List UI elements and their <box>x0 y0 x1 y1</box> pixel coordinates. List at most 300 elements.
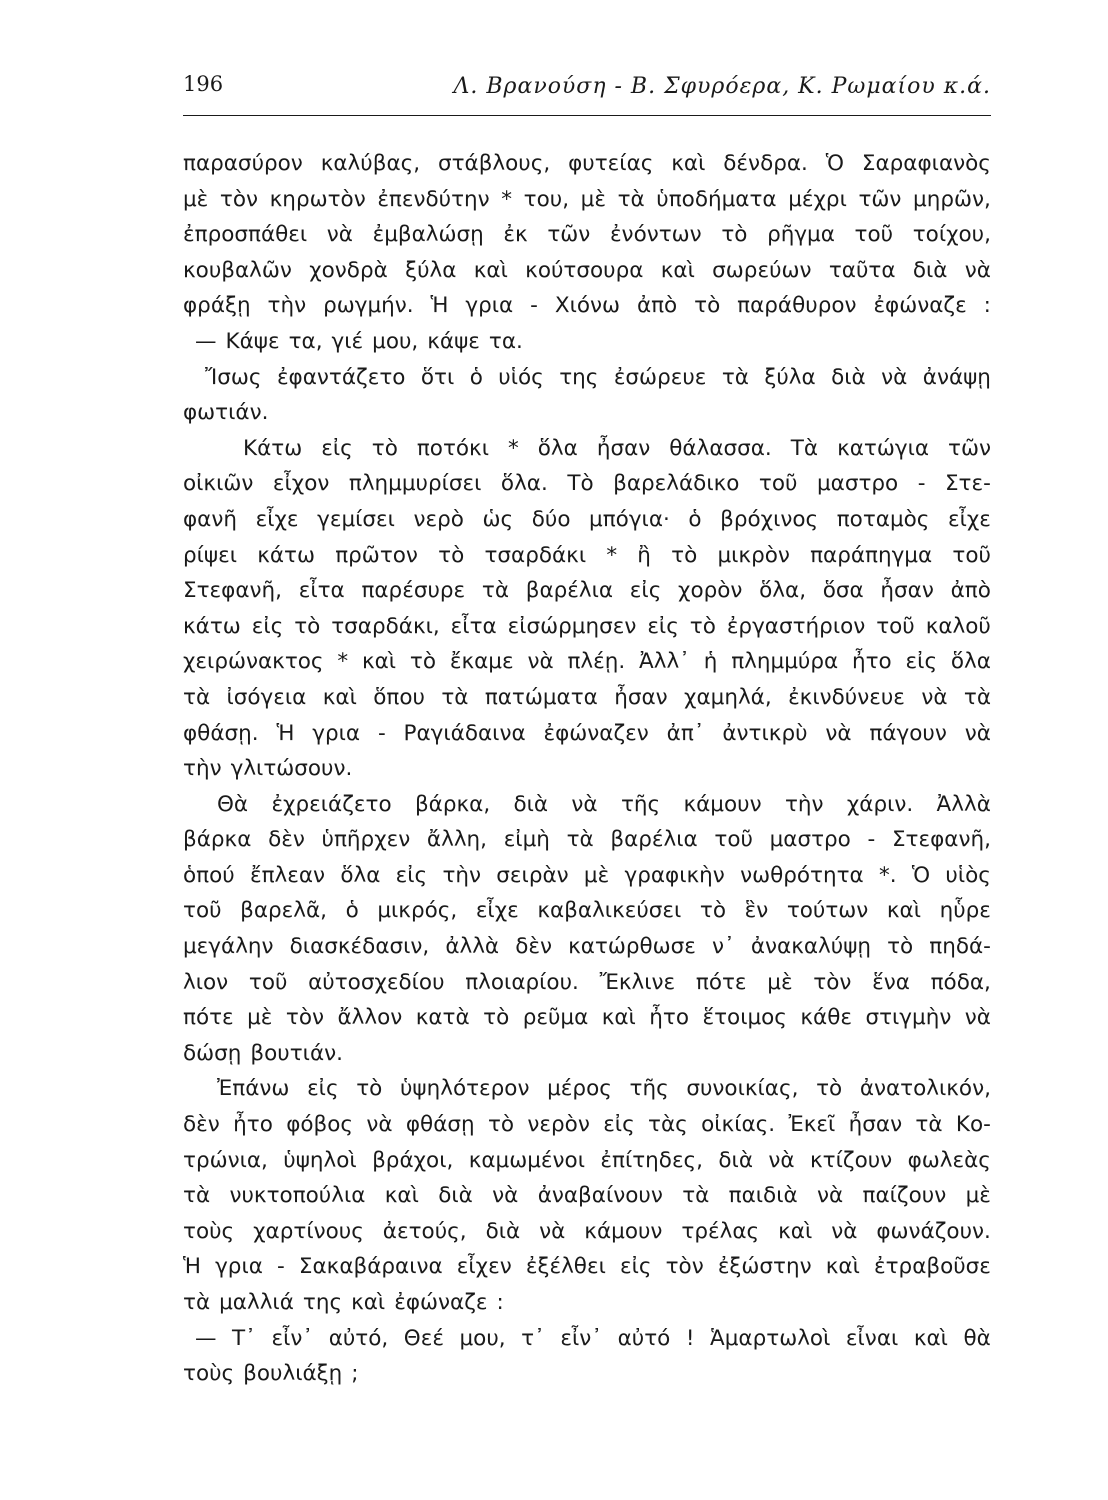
word: ὁπού <box>183 862 235 888</box>
word: καὶ <box>473 257 508 283</box>
word: τοὺς <box>183 1218 235 1244</box>
word: ἐκινδύνευε <box>788 684 905 710</box>
text-line <box>183 822 991 858</box>
word: Τ᾽ <box>232 1325 256 1351</box>
text-line <box>183 1249 991 1285</box>
word: ἢ <box>637 542 651 568</box>
text-line <box>183 502 991 538</box>
word: εἰς <box>251 613 284 639</box>
word: ἐκ <box>503 222 528 248</box>
word: τὰ <box>566 827 594 853</box>
word: Σαραφιανὸς <box>861 151 991 176</box>
word: - <box>277 1254 285 1280</box>
word: φθάσῃ. <box>183 720 259 746</box>
word: χαρτίνους <box>253 1218 364 1244</box>
word: ὁ <box>469 364 483 390</box>
word: ἐξέλθει <box>525 1254 606 1280</box>
word: διὰ <box>831 364 866 390</box>
word: κουβαλῶν <box>183 257 292 283</box>
word: Στεφανῆ, <box>891 827 991 853</box>
word: ἐπενδύτην <box>377 186 490 212</box>
word: Χιόνω <box>554 293 621 319</box>
word: τοῦ <box>952 542 991 568</box>
word: ρίψει <box>183 542 238 568</box>
word: εἰς <box>619 1254 652 1280</box>
word: βουτιάν. <box>250 1040 343 1066</box>
word: νὰ <box>527 649 554 675</box>
word: μηρῶν, <box>913 186 991 212</box>
word: νὰ <box>881 364 908 390</box>
word: τοῦ <box>248 969 288 995</box>
word: νὰ <box>571 791 598 817</box>
word: ἐσώρευε <box>613 364 707 390</box>
word: εἰς <box>905 649 938 675</box>
word: τὸ <box>699 898 727 924</box>
word: μαστρο <box>769 827 851 853</box>
word: καμωμένοι <box>468 1147 585 1173</box>
word: τ᾽ <box>521 1325 545 1351</box>
word: ἄλλον <box>337 1005 403 1031</box>
word: τοῦ <box>183 898 222 924</box>
word: μεγάλην <box>183 934 274 960</box>
word: Ὁ <box>911 862 931 888</box>
word: νωθρότητα <box>740 862 864 888</box>
word: καβαλικεύσει <box>537 898 682 924</box>
word: τὴν <box>183 756 222 782</box>
word: γρια <box>215 1254 263 1280</box>
word: Σακαβάραινα <box>298 1254 443 1280</box>
text-line <box>183 1036 991 1072</box>
word: νὰ <box>964 257 991 283</box>
word: χορὸν <box>678 578 743 604</box>
word: τα, <box>288 328 323 354</box>
word: ρωγμήν. <box>323 293 414 319</box>
word: καλοῦ <box>925 613 991 639</box>
word: ἐχρειάζετο <box>271 791 392 817</box>
word: ὅλα <box>340 862 381 888</box>
word: τὰ <box>183 1290 211 1315</box>
word: δώσῃ <box>183 1040 242 1066</box>
word: εἶχε <box>475 898 519 924</box>
word: βουλιάξῃ <box>243 1361 343 1387</box>
word: τὸ <box>721 222 748 248</box>
word: τὰ <box>617 186 645 212</box>
word: ποταμὸς <box>836 506 930 532</box>
word: τὰ <box>183 684 211 710</box>
word: ἐπίτηδες, <box>600 1147 704 1173</box>
word: Ἐπάνω <box>217 1076 290 1102</box>
text-line <box>183 360 991 396</box>
word: Ἀλλ᾽ <box>639 649 690 675</box>
word: ἀπὸ <box>636 293 678 319</box>
text-line <box>183 644 991 680</box>
text-line <box>183 1285 991 1321</box>
word: τα. <box>488 328 523 354</box>
word: Θεέ <box>403 1325 444 1351</box>
word: * <box>606 542 618 568</box>
word: ἐργαστήριον <box>726 613 866 639</box>
word: τὸ <box>483 1005 510 1031</box>
word: ἀπὸ <box>950 578 991 604</box>
word: παράθυρον <box>737 293 857 319</box>
word: λιον <box>183 969 229 995</box>
word: του, <box>523 186 570 212</box>
word: ποτόκι <box>416 435 490 461</box>
word: κάμουν <box>683 791 762 817</box>
word: ἦτο <box>233 1112 273 1138</box>
text-line <box>183 146 991 182</box>
word: ἀνατολικόν, <box>859 1076 991 1102</box>
word: τὸν <box>813 969 852 995</box>
word: χάριν. <box>846 791 914 817</box>
word: παράπηγμα <box>810 542 933 568</box>
word: Τὸ <box>567 471 594 497</box>
word: καὶ <box>671 151 706 176</box>
word: τὸν <box>665 1254 704 1280</box>
word: κάθε <box>800 1005 852 1031</box>
text-line <box>183 1143 991 1179</box>
word: ἡ <box>703 649 718 675</box>
word: εἰς <box>647 613 679 639</box>
word: τὰς <box>648 1112 688 1138</box>
word: * <box>337 649 349 675</box>
word: διὰ <box>718 1147 754 1173</box>
word: Κάψε <box>225 328 280 354</box>
word: φωλεὰς <box>907 1147 991 1173</box>
running-head: Λ. Βρανούση - Β. Σφυρόερα, Κ. Ρωμαίου κ.ά. <box>453 74 991 99</box>
word: καὶ <box>778 1218 813 1244</box>
word: αὐτό <box>617 1325 671 1351</box>
word: εἰς <box>603 1112 635 1138</box>
word: γρια <box>465 293 514 319</box>
word: μαστρο <box>816 471 899 497</box>
word: στάβλους, <box>437 151 551 176</box>
word: πρῶτον <box>335 542 418 568</box>
word: ὅτι <box>420 364 455 390</box>
word: τὸ <box>816 1076 843 1102</box>
word: κάμουν <box>584 1218 663 1244</box>
word: — <box>195 328 217 354</box>
word: τὴν <box>267 293 307 319</box>
word: υἱὸς <box>945 862 991 888</box>
word: τὸ <box>689 613 716 639</box>
word: τοῦ <box>714 827 753 853</box>
word: μὲ <box>580 186 606 212</box>
word: : <box>496 1290 504 1315</box>
word: μέχρι <box>788 186 847 212</box>
word: τὸ <box>371 435 398 461</box>
word: καὶ <box>660 257 695 283</box>
word: δὲν <box>515 934 552 960</box>
word: ἀντικρὺ <box>722 720 808 746</box>
word: βάρκα <box>183 827 252 853</box>
word: κατώγια <box>837 435 930 461</box>
word: τοῦ <box>758 471 798 497</box>
body-text <box>183 146 991 1392</box>
word: μὲ <box>767 969 793 995</box>
word: μέρος <box>547 1076 612 1102</box>
text-line <box>183 751 991 787</box>
page-header <box>183 68 991 108</box>
word: ἐφώναζεν <box>543 720 649 746</box>
text-line <box>183 288 991 324</box>
word: εἰς <box>629 578 662 604</box>
word: νὰ <box>921 684 948 710</box>
word: Στε- <box>944 471 991 497</box>
word: γλιτώσουν. <box>230 756 353 782</box>
word: βρόχινος <box>720 506 819 532</box>
text-line <box>183 716 991 752</box>
word: Ἴσως <box>205 364 262 390</box>
word: νὰ <box>825 720 852 746</box>
word: τὸ <box>356 1076 383 1102</box>
word: σειρὰν <box>496 862 569 888</box>
word: καὶ <box>825 1254 860 1280</box>
text-line <box>183 324 991 360</box>
text-line <box>183 1071 991 1107</box>
word: εἶναι <box>845 1325 899 1351</box>
word: παίζουν <box>862 1183 947 1209</box>
word: σωρεύων <box>712 257 812 283</box>
word: στιγμὴν <box>865 1005 952 1031</box>
word: μου, <box>459 1325 506 1351</box>
page-number: 196 <box>183 72 224 96</box>
text-line <box>183 929 991 965</box>
word: διασκέδασιν, <box>289 934 430 960</box>
word: βαρέλια <box>610 827 698 853</box>
word: μικρὸν <box>717 542 790 568</box>
word: τρώνια, <box>183 1147 268 1173</box>
word: - <box>530 293 538 319</box>
word: Ἡ <box>276 720 295 746</box>
word: Ὁ <box>825 151 845 176</box>
word: *. <box>879 862 897 888</box>
word: ἐπροσπάθει <box>183 222 308 248</box>
word: νὰ <box>831 1218 858 1244</box>
word: πόδα, <box>930 969 991 995</box>
word: αὐτό, <box>328 1325 389 1351</box>
word: παιδιὰ <box>728 1183 798 1209</box>
word: ἦσαν <box>880 578 934 604</box>
word: τῆς <box>629 1076 669 1102</box>
word: της <box>302 1290 343 1315</box>
word: πλημμυρίσει <box>348 471 482 497</box>
word: — <box>195 1325 217 1351</box>
word: τὸν <box>219 186 259 212</box>
word: ἐνόντων <box>609 222 702 248</box>
word: ἔκαμε <box>449 649 514 675</box>
word: ὁ <box>688 506 702 532</box>
word: - <box>867 827 876 853</box>
word: ρῆγμα <box>767 222 835 248</box>
word: ὁ <box>345 898 359 924</box>
word: τοὺς <box>183 1361 235 1387</box>
word: τοίχου, <box>912 222 991 248</box>
word: βαρελᾶ, <box>240 898 328 924</box>
word: ἀετούς, <box>382 1218 467 1244</box>
word: υἱός <box>498 364 544 390</box>
word: χαμηλά, <box>684 684 772 710</box>
word: ταῦτα <box>828 257 896 283</box>
word: ὅλα <box>950 649 991 675</box>
word: θὰ <box>963 1325 991 1351</box>
word: φθάσῃ <box>405 1112 475 1138</box>
word: βράχοι, <box>372 1147 454 1173</box>
word: εἶν᾽ <box>560 1325 603 1351</box>
word: χονδρὰ <box>309 257 388 283</box>
word: καὶ <box>913 1325 948 1351</box>
text-line <box>183 1321 991 1357</box>
word: ν᾽ <box>712 934 735 960</box>
word: βάρκα, <box>414 791 491 817</box>
word: εἶχε <box>255 506 299 532</box>
word: τὸ <box>671 542 698 568</box>
word: Ἡ <box>183 1254 201 1280</box>
word: εἶχε <box>947 506 991 532</box>
word: ἐτραβοῦσε <box>873 1254 991 1280</box>
word: νὰ <box>768 1147 795 1173</box>
word: ἰσόγεια <box>226 684 307 710</box>
word: οἰκιῶν <box>183 471 254 497</box>
word: πάγουν <box>869 720 947 746</box>
word: : <box>983 293 991 319</box>
word: Τὰ <box>790 435 819 461</box>
word: κάτω <box>183 613 241 639</box>
word: καλύβας, <box>320 151 421 176</box>
word: εἶχον <box>272 471 330 497</box>
word: οἰκίας. <box>701 1112 776 1138</box>
word: Στεφανῆ, <box>183 578 282 604</box>
word: ἦτο <box>851 649 892 675</box>
word: ξύλα <box>764 364 816 390</box>
word: τὴν <box>442 862 482 888</box>
word: νὰ <box>964 1005 991 1031</box>
word: δένδρα. <box>723 151 808 176</box>
word: εἶτα <box>450 613 497 639</box>
word: νὰ <box>964 720 991 746</box>
text-line <box>183 573 991 609</box>
word: ὑψηλοὶ <box>283 1147 357 1173</box>
word: κηρωτὸν <box>269 186 366 212</box>
word: * <box>501 186 513 212</box>
text-line <box>183 858 991 894</box>
word: πότε <box>183 1005 234 1031</box>
word: καὶ <box>361 649 397 675</box>
text-line <box>183 1356 991 1392</box>
word: ἀπ᾽ <box>666 720 705 746</box>
text-line <box>183 431 991 467</box>
word: κάψε <box>427 328 480 354</box>
word: ἄλλη, <box>426 827 488 853</box>
word: νερὸν <box>527 1112 590 1138</box>
word: τὰ <box>963 684 991 710</box>
word: φόβος <box>286 1112 354 1138</box>
word: τῶν <box>948 435 991 461</box>
word: ἐφώναζε <box>394 1290 488 1315</box>
word: ὅσα <box>822 578 864 604</box>
word: βαρέλια <box>525 578 614 604</box>
text-line <box>183 965 991 1001</box>
word: Κάτω <box>243 435 303 461</box>
word: νὰ <box>326 222 353 248</box>
word: καὶ <box>601 1005 636 1031</box>
text-line <box>183 1214 991 1250</box>
word: τσαρδάκι, <box>331 613 440 639</box>
word: νὰ <box>817 1183 844 1209</box>
word: ξύλα <box>405 257 457 283</box>
text-line <box>183 609 991 645</box>
word: κτίζουν <box>809 1147 893 1173</box>
word: ὅπου <box>373 684 425 710</box>
word: τῆς <box>620 791 661 817</box>
word: εἰμὴ <box>503 827 550 853</box>
word: μὲ <box>583 862 610 888</box>
text-line <box>183 1178 991 1214</box>
word: ἐφώναζε <box>873 293 967 319</box>
word: τῶν <box>858 186 902 212</box>
word: ἀναβαίνουν <box>537 1183 663 1209</box>
word: μὲ <box>247 1005 273 1031</box>
word: ὑψηλότερον <box>399 1076 530 1102</box>
word: της <box>559 364 599 390</box>
word: βαρελάδικο <box>613 471 740 497</box>
word: εἶχεν <box>456 1254 512 1280</box>
word: ! <box>685 1325 695 1351</box>
word: τοῦ <box>876 613 915 639</box>
word: τὸ <box>887 934 914 960</box>
word: ὅλα <box>537 435 578 461</box>
word: παρέσυρε <box>361 578 466 604</box>
word: Ἐκεῖ <box>788 1112 836 1138</box>
header-rule <box>183 115 991 116</box>
word: ἦσαν <box>614 684 668 710</box>
word: τὸ <box>438 542 465 568</box>
word: μικρός, <box>377 898 458 924</box>
word: πότε <box>695 969 747 995</box>
word: - <box>377 720 386 746</box>
word: Ραγιάδαινα <box>403 720 526 746</box>
word: ἀνάψῃ <box>922 364 991 390</box>
word: μὲ <box>965 1183 991 1209</box>
word: κατώρθωσε <box>568 934 696 960</box>
word: συνοικίας, <box>686 1076 799 1102</box>
word: διὰ <box>912 257 948 283</box>
word: δὲν <box>183 1112 220 1138</box>
word: - <box>917 471 926 497</box>
word: φωτιάν. <box>183 400 269 426</box>
word: πλημμύρα <box>731 649 839 675</box>
word: τὰ <box>183 1183 211 1209</box>
word: παρασύρον <box>183 151 303 176</box>
word: φωνάζουν. <box>876 1218 991 1244</box>
word: ἀλλὰ <box>445 934 500 960</box>
word: τὸ <box>487 1112 515 1138</box>
word: πηδά- <box>929 934 991 960</box>
word: Θὰ <box>217 791 249 817</box>
text-line <box>183 893 991 929</box>
word: ἦσαν <box>596 435 651 461</box>
word: εἶν᾽ <box>271 1325 314 1351</box>
word: ἓν <box>744 898 769 924</box>
word: δὲν <box>268 827 305 853</box>
text-line <box>183 466 991 502</box>
word: ἐμβαλώσῃ <box>372 222 484 248</box>
word: τῶν <box>547 222 591 248</box>
word: θάλασσα. <box>669 435 772 461</box>
word: Κο- <box>955 1112 991 1138</box>
word: κούτσουρα <box>525 257 644 283</box>
text-line <box>183 1107 991 1143</box>
